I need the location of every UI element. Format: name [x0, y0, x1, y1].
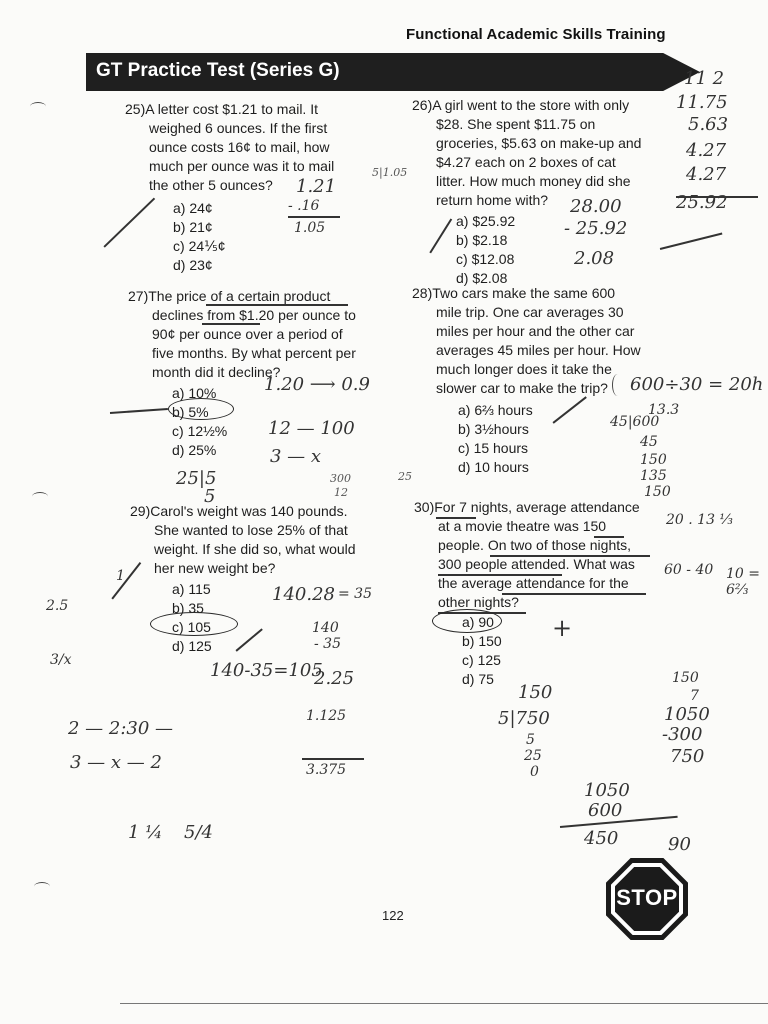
question-text-line: Two cars make the same 600 [432, 285, 616, 301]
handwritten-note: 135 [640, 468, 667, 484]
handwritten-note: 20 . 13 ⅓ [666, 512, 733, 528]
question-number: 26) [412, 97, 433, 113]
page-title: GT Practice Test (Series G) [96, 60, 340, 81]
choice-text: 24¢ [189, 200, 213, 216]
handwritten-note: 12 [334, 486, 348, 499]
question-text-line: Carol's weight was 140 pounds. [150, 503, 348, 519]
choice-text: 15 hours [473, 440, 529, 456]
choice-text: 21¢ [189, 219, 213, 235]
handwritten-note: 60 - 40 [664, 562, 714, 578]
pen-stroke [302, 758, 364, 760]
choice-list [125, 199, 395, 275]
question-stem [414, 498, 676, 517]
handwritten-note: 13.3 [648, 402, 680, 418]
choice-letter: c) [458, 440, 470, 456]
choice-letter: a) [172, 581, 185, 597]
question-text-line: litter. How much money did she [436, 173, 631, 189]
punch-hole [34, 882, 50, 891]
choice-text: 90 [478, 614, 494, 630]
handwritten-note: 3 — x — 2 [70, 752, 162, 773]
choice-text: 125 [188, 638, 212, 654]
question-text-line: the average attendance for the [438, 575, 629, 591]
handwritten-note: 90 [668, 834, 691, 855]
choice-a[interactable] [173, 199, 395, 218]
handwritten-note: 10 = 6⅔ [726, 566, 760, 598]
choice-letter: d) [172, 442, 185, 458]
question-text-line: declines from $1.20 per ounce to [152, 307, 356, 323]
answer-circle [168, 398, 234, 420]
answer-circle [432, 609, 502, 633]
stop-sign-label: STOP [616, 885, 678, 910]
choice-text: 150 [478, 633, 502, 649]
choice-letter: b) [458, 421, 471, 437]
choice-letter: a) [172, 385, 185, 401]
choice-letter: d) [458, 459, 471, 475]
choice-list [128, 384, 398, 460]
choice-letter: a) [458, 402, 471, 418]
handwritten-note: 4.27 [686, 164, 727, 185]
choice-d[interactable] [172, 637, 400, 656]
choice-b[interactable] [173, 218, 395, 237]
handwritten-note: 1.125 [306, 708, 347, 724]
handwritten-note: 45 [640, 434, 658, 450]
choice-text: 35 [188, 600, 204, 616]
choice-letter: c) [172, 619, 184, 635]
question-number: 30) [414, 499, 435, 515]
handwritten-note: 25.92 [676, 192, 728, 213]
handwritten-note: - .16 [288, 198, 320, 214]
choice-letter: c) [462, 652, 474, 668]
handwritten-note: 3 — x [270, 446, 322, 467]
question-text-line: She wanted to lose 25% of that [154, 522, 348, 538]
handwritten-note: 5/4 [184, 822, 213, 843]
handwritten-note: 5 [526, 732, 535, 748]
question-text-line: A letter cost $1.21 to mail. It [145, 101, 318, 117]
question-number: 27) [128, 288, 149, 304]
handwritten-note: 3.375 [306, 762, 347, 778]
handwritten-note: - 35 [314, 636, 341, 652]
question-text-line: A girl went to the store with only [432, 97, 630, 113]
choice-c[interactable] [456, 250, 672, 269]
handwritten-note: 600÷30 = 20h [630, 374, 764, 395]
handwritten-note: 1050 [664, 704, 710, 725]
page-number: 122 [382, 908, 404, 923]
handwritten-note: 25 [524, 748, 542, 764]
handwritten-note: 1.21 [296, 176, 337, 197]
question-number: 25) [125, 101, 146, 117]
handwritten-note: 5|750 [498, 708, 550, 729]
question-text-line: 300 people attended. What was [438, 556, 635, 572]
choice-letter: a) [173, 200, 186, 216]
handwritten-note: 150 [640, 452, 667, 468]
choice-text: 105 [187, 619, 211, 635]
choice-text: $25.92 [472, 213, 516, 229]
handwritten-note: 2.25 [314, 668, 355, 689]
choice-letter: c) [456, 251, 468, 267]
question-text-line: month did it decline? [152, 364, 281, 380]
handwritten-note: 0 [530, 764, 539, 780]
choice-letter: d) [462, 671, 475, 687]
handwritten-note: 5.63 [688, 114, 729, 135]
choice-text: $2.18 [472, 232, 508, 248]
handwritten-note: 1.05 [294, 220, 326, 236]
choice-text: 23¢ [189, 257, 213, 273]
handwritten-note: 45|600 [610, 414, 660, 430]
handwritten-note: 11.75 [676, 92, 728, 113]
handwritten-note: 5 [204, 486, 216, 507]
question-text-line: groceries, $5.63 on make-up and [436, 135, 642, 151]
handwritten-note: 28.00 [570, 196, 622, 217]
question-text-line: the other 5 ounces? [149, 177, 273, 193]
pen-underline [202, 323, 260, 325]
question-text-line: 90¢ per ounce over a period of [152, 326, 343, 342]
choice-text: 125 [477, 652, 501, 668]
choice-text: 10 hours [474, 459, 529, 475]
choice-letter: b) [456, 232, 469, 248]
choice-letter: a) [462, 614, 475, 630]
question-text-line: her new weight be? [154, 560, 276, 576]
handwritten-note: 150 [672, 670, 699, 686]
handwritten-note: 750 [670, 746, 705, 767]
handwritten-note: 140-35=105 [210, 660, 323, 681]
choice-text: $12.08 [471, 251, 515, 267]
handwritten-note: 450 [584, 828, 619, 849]
choice-list [412, 401, 672, 477]
handwritten-note: 2 — 2:30 — [68, 718, 174, 739]
handwritten-note: -300 [662, 724, 703, 745]
question-text-line: weighed 6 ounces. If the first [149, 120, 328, 136]
choice-letter: d) [456, 270, 469, 286]
handwritten-note: 1 [116, 568, 125, 584]
choice-text: 6⅔ hours [474, 402, 533, 418]
handwritten-note: 140 [312, 620, 339, 636]
pen-underline [438, 574, 562, 576]
question-text-line: five months. By what percent per [152, 345, 356, 361]
handwritten-note: 11 2 [684, 68, 725, 89]
brand-header: Functional Academic Skills Training [406, 26, 666, 43]
choice-text: 10% [188, 385, 217, 401]
handwritten-note: 1050 [584, 780, 630, 801]
handwritten-note: 150 [644, 484, 671, 500]
handwritten-note: 12 — 100 [268, 418, 355, 439]
question-25 [125, 100, 395, 275]
choice-letter: b) [172, 404, 185, 420]
handwritten-note: 25|5 [176, 468, 217, 489]
choice-text: 12½% [187, 423, 228, 439]
handwritten-note: 1 ¼ [128, 822, 163, 843]
handwritten-note: 150 [518, 682, 553, 703]
handwritten-note: - 25.92 [564, 218, 628, 239]
question-text-line: The price of a certain product [148, 288, 331, 304]
question-number: 29) [130, 503, 151, 519]
handwritten-note: 140.28 [272, 584, 335, 605]
choice-letter: d) [173, 257, 186, 273]
question-stem [412, 284, 672, 303]
choice-list [412, 212, 672, 288]
handwritten-note: 3/x [50, 652, 72, 668]
handwritten-note: 2.08 [574, 248, 615, 269]
question-text-line: weight. If she did so, what would [154, 541, 356, 557]
question-text-line: averages 45 miles per hour. How [436, 342, 641, 358]
handwritten-note: 2.5 [46, 598, 69, 614]
choice-text: 75 [478, 671, 494, 687]
pen-underline [206, 304, 348, 306]
choice-text: 25% [188, 442, 217, 458]
question-stem [125, 100, 395, 119]
pen-stroke [288, 216, 340, 218]
choice-d[interactable] [462, 670, 676, 689]
handwritten-note: 7 [690, 688, 699, 704]
question-text-line: return home with? [436, 192, 549, 208]
choice-letter: c) [173, 238, 185, 254]
question-text-line: slower car to make the trip? [436, 380, 608, 396]
question-text-line: much per ounce was it to mail [149, 158, 335, 174]
choice-text: 3½hours [474, 421, 529, 437]
handwritten-note: 25 [398, 470, 412, 483]
choice-letter: c) [172, 423, 184, 439]
question-text-line: ounce costs 16¢ to mail, how [149, 139, 330, 155]
handwritten-note: 600 [588, 800, 623, 821]
answer-circle [150, 612, 238, 636]
question-text-line: mile trip. One car averages 30 [436, 304, 624, 320]
choice-text: 115 [188, 581, 211, 597]
question-text-line: at a movie theatre was 150 [438, 518, 607, 534]
pen-underline [502, 593, 646, 595]
choice-c[interactable] [462, 651, 676, 670]
handwritten-note: = 35 [338, 586, 372, 602]
question-text-line: $4.27 each on 2 boxes of cat [436, 154, 616, 170]
choice-letter: d) [172, 638, 185, 654]
choice-c[interactable] [173, 237, 395, 256]
handwritten-note: 300 [330, 472, 351, 485]
question-text-line: $28. She spent $11.75 on [436, 116, 596, 132]
question-text-line: people. On two of those nights, [438, 537, 632, 553]
punch-hole [30, 102, 46, 111]
pen-underline [490, 555, 650, 557]
handwritten-note: + [552, 614, 573, 642]
pen-underline [436, 517, 476, 519]
choice-d[interactable] [173, 256, 395, 275]
handwritten-note: 5|1.05 [372, 166, 408, 179]
choice-letter: a) [456, 213, 469, 229]
handwritten-note: 1.20 ⟶ 0.9 [264, 374, 370, 395]
choice-text: $2.08 [472, 270, 508, 286]
choice-text: 24⅕¢ [188, 238, 226, 254]
choice-text: 5% [188, 404, 209, 420]
pen-underline [594, 536, 624, 538]
footer-rule [120, 1003, 768, 1004]
choice-letter: b) [462, 633, 475, 649]
question-stem [130, 502, 400, 521]
question-text-line: much longer does it take the [436, 361, 612, 377]
question-number: 28) [412, 285, 433, 301]
choice-letter: b) [173, 219, 186, 235]
question-text-line: other nights? [438, 594, 519, 610]
question-26 [412, 96, 672, 288]
pen-bracket [612, 374, 623, 396]
question-text-line: For 7 nights, average attendance [434, 499, 640, 515]
question-stem [412, 96, 672, 115]
question-text-line: miles per hour and the other car [436, 323, 635, 339]
handwritten-note: 4.27 [686, 140, 727, 161]
punch-hole [32, 492, 48, 501]
choice-letter: b) [172, 600, 185, 616]
